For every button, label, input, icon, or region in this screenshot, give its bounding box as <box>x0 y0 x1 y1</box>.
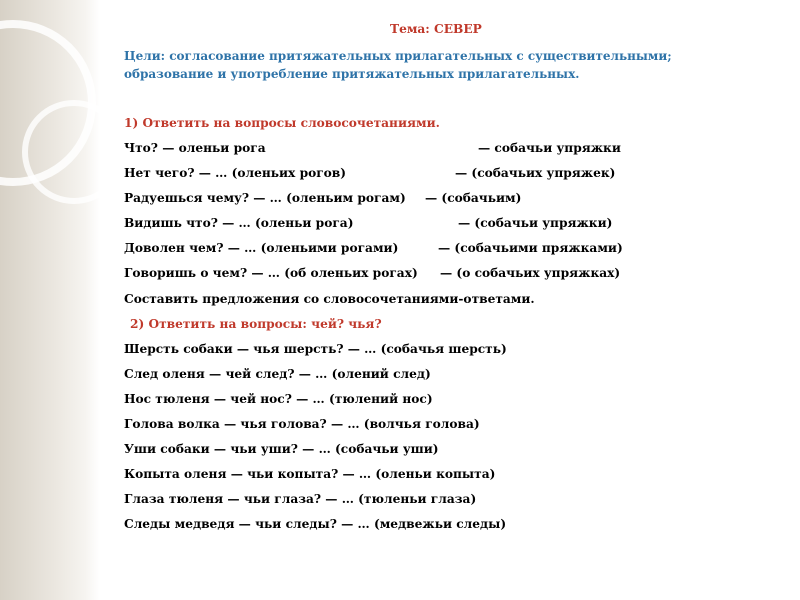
task1-row-right: — (собачьих упряжек) <box>455 166 616 180</box>
task2-row: Уши собаки — чьи уши? — … (собачьи уши) <box>124 442 439 456</box>
task1-row-left: Что? — оленьи рога <box>124 141 266 155</box>
task2-row: Шерсть собаки — чья шерсть? — … (собачья шерсть) <box>124 342 507 356</box>
task2-row: Копыта оленя — чьи копыта? — … (оленьи копыта) <box>124 467 496 481</box>
task2-row: Голова волка — чья голова? — … (волчья голова) <box>124 417 480 431</box>
page-title: Тема: СЕВЕР <box>390 22 482 36</box>
task1-row-right: — (собачьим) <box>425 191 522 205</box>
task2-row: След оленя — чей след? — … (олений след) <box>124 367 431 381</box>
task1-row-right: — (собачьи упряжки) <box>458 216 613 230</box>
task1-row-left: Нет чего? — … (оленьих рогов) <box>124 166 347 180</box>
task2-heading: 2) Ответить на вопросы: чей? чья? <box>130 317 382 331</box>
task1-row-right: — (о собачьих упряжках) <box>440 266 621 280</box>
task1-row-left: Видишь что? — … (оленьи рога) <box>124 216 354 230</box>
task1-row-right: — собачьи упряжки <box>478 141 621 155</box>
decorative-ring-small <box>22 100 126 204</box>
task2-row: Нос тюленя — чей нос? — … (тюлений нос) <box>124 392 433 406</box>
goals-text: Цели: согласование притяжательных прилагательных с существительными; образование и употребление притяжательных прилагательных. <box>124 49 672 81</box>
task1-compose-instruction: Составить предложения со словосочетаниями-ответами. <box>124 292 535 306</box>
task1-row-left: Доволен чем? — … (оленьими рогами) <box>124 241 399 255</box>
task1-heading: 1) Ответить на вопросы словосочетаниями. <box>124 116 440 130</box>
task2-row: Глаза тюленя — чьи глаза? — … (тюленьи глаза) <box>124 492 477 506</box>
task1-row-right: — (собачьими пряжками) <box>438 241 623 255</box>
task1-row-left: Радуешься чему? — … (оленьим рогам) <box>124 191 406 205</box>
task1-row-left: Говоришь о чем? — … (об оленьих рогах) <box>124 266 418 280</box>
task2-row: Следы медведя — чьи следы? — … (медвежьи следы) <box>124 517 507 531</box>
